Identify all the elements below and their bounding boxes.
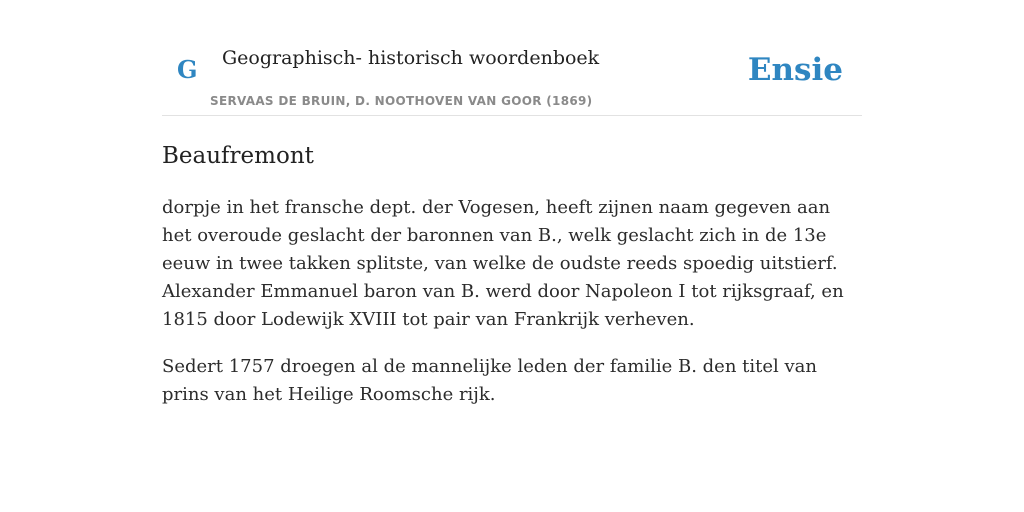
book-title-link[interactable]: Geographisch- historisch woordenboek	[222, 47, 600, 69]
book-author: SERVAAS DE BRUIN, D. NOOTHOVEN VAN GOOR (1869)	[210, 94, 593, 108]
entry-body	[162, 194, 862, 409]
book-logo-link[interactable]: G	[177, 55, 198, 84]
entry-paragraph: dorpje in het fransche dept. der Vogesen, heeft zijnen naam gegeven aan het overoude geslacht der baronnen van B., welk geslacht zich in de 13e eeuw in twee takken splitste, van welke de oudste reeds spoedig uitstierf. Alexander Emmanuel baron van B. werd door Napoleon I tot rijksgraaf, en 1815 door Lodewijk XVIII tot pair van Frankrijk verheven.	[162, 197, 844, 330]
entry-title: Beaufremont	[162, 143, 314, 169]
book-header	[162, 0, 862, 116]
entry-paragraph: Sedert 1757 droegen al de mannelijke leden der familie B. den titel van prins van het Heilige Roomsche rijk.	[162, 356, 817, 405]
ensie-logo-link[interactable]: Ensie	[747, 52, 843, 88]
page-container	[162, 0, 862, 428]
